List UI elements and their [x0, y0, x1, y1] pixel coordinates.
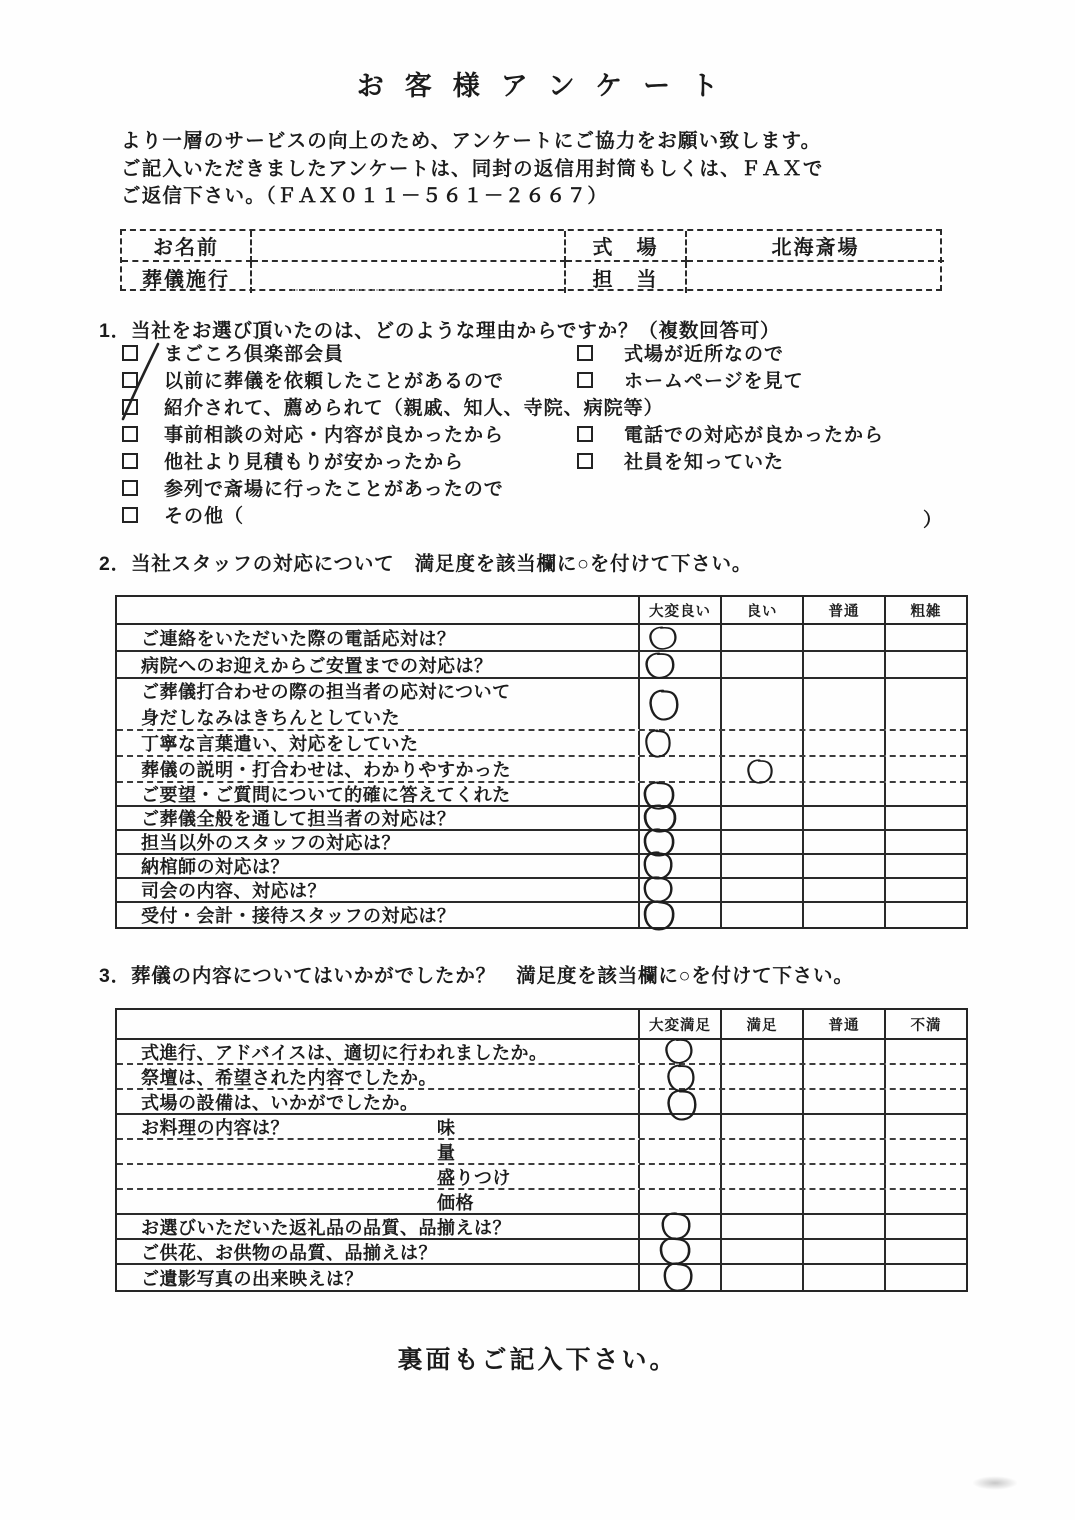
venue-label-cell: 式 場 — [566, 231, 687, 262]
option-label: ホームページを見て — [624, 371, 804, 392]
satisfaction-circle-mark — [663, 1037, 696, 1066]
checkbox[interactable] — [122, 453, 138, 469]
question-label-cell — [117, 679, 638, 729]
rating-cell[interactable] — [720, 831, 802, 853]
satisfaction-circle-mark — [665, 1088, 699, 1122]
funeral-input-cell[interactable] — [252, 262, 566, 293]
rating-cell[interactable] — [720, 1215, 802, 1238]
funeral-label-cell: 葬儀施行 — [122, 262, 252, 293]
faint-pen-smudge — [292, 289, 462, 291]
rating-cell[interactable] — [638, 652, 720, 677]
rating-cell[interactable] — [802, 879, 884, 901]
rating-cell[interactable] — [720, 807, 802, 829]
q1-options — [120, 343, 955, 538]
question-label: 葬儀の説明・打合わせは、わかりやすかった — [141, 760, 511, 780]
rating-cell[interactable] — [884, 903, 966, 927]
question-row — [117, 1165, 966, 1190]
rating-cell[interactable] — [638, 1165, 720, 1188]
q3-satisfaction-table — [115, 1008, 968, 1292]
rating-cell[interactable] — [884, 1190, 966, 1213]
satisfaction-circle-mark — [643, 728, 672, 758]
question-row — [117, 757, 966, 783]
option-label: 式場が近所なので — [624, 344, 785, 365]
info-table — [120, 229, 942, 291]
rating-cell[interactable] — [638, 1065, 720, 1088]
question-label: 担当以外のスタッフの対応は？ — [141, 833, 400, 853]
rating-cell[interactable] — [638, 731, 720, 755]
rating-cell[interactable] — [638, 879, 720, 901]
rating-cell[interactable] — [884, 1040, 966, 1063]
rating-cell[interactable] — [638, 1190, 720, 1213]
option-label: 以前に葬儀を依頼したことがあるので — [164, 371, 505, 392]
question-row — [117, 652, 966, 679]
question-label: ご遺影写真の出来映えは？ — [141, 1268, 363, 1289]
rating-cell[interactable] — [720, 1265, 802, 1290]
question-label-cell — [117, 855, 638, 877]
question-label: 式場の設備は、いかがでしたか。 — [141, 1092, 419, 1113]
rating-cell[interactable] — [802, 1265, 884, 1290]
question-label: 受付・会計・接待スタッフの対応は？ — [141, 906, 456, 926]
rating-cell[interactable] — [802, 1065, 884, 1088]
question-label-cell — [117, 731, 638, 755]
rating-cell[interactable] — [720, 855, 802, 877]
q1-heading: 1．当社をお選び頂いたのは、どのような理由からですか？（複数回答可） — [99, 320, 781, 342]
rating-cell[interactable] — [884, 731, 966, 755]
question-row — [117, 1190, 966, 1215]
question-label: 病院へのお迎えからご安置までの対応は？ — [141, 655, 493, 676]
question-label: 司会の内容、対応は？ — [141, 881, 326, 901]
question-label-cell — [117, 757, 638, 781]
option-label: まごころ倶楽部会員 — [164, 344, 345, 365]
rating-cell[interactable] — [884, 855, 966, 877]
rating-header-cell: 良い — [720, 597, 802, 623]
table-header-row — [117, 597, 966, 625]
q1-other-close-paren: ） — [923, 510, 943, 531]
rating-cell[interactable] — [884, 757, 966, 781]
rating-cell[interactable] — [884, 1090, 966, 1113]
rating-cell[interactable] — [638, 1040, 720, 1063]
intro-text — [121, 128, 824, 211]
q1-option-row — [120, 505, 955, 532]
question-label: お料理の内容は？ — [141, 1117, 289, 1138]
question-row — [117, 1215, 966, 1240]
q2-satisfaction-table — [115, 595, 968, 929]
question-row — [117, 1115, 966, 1140]
question-sub-label: 価格 — [437, 1192, 474, 1213]
question-row — [117, 831, 966, 855]
rating-cell[interactable] — [720, 757, 802, 781]
question-row — [117, 855, 966, 879]
question-row — [117, 879, 966, 903]
table-header-row — [117, 1010, 966, 1040]
rating-cell[interactable] — [884, 1215, 966, 1238]
rating-cell[interactable] — [802, 1090, 884, 1113]
question-row — [117, 1240, 966, 1265]
rating-header-cell: 普通 — [802, 597, 884, 623]
question-row — [117, 1040, 966, 1065]
satisfaction-circle-mark — [746, 759, 775, 785]
intro-line: ご記入いただきましたアンケートは、同封の返信用封筒もしくは、ＦＡＸで — [121, 157, 824, 180]
question-row — [117, 783, 966, 807]
rating-cell[interactable] — [720, 1065, 802, 1088]
header-question-cell — [117, 597, 638, 623]
rating-cell[interactable] — [884, 1240, 966, 1263]
checkbox[interactable] — [122, 345, 138, 361]
satisfaction-circle-mark — [643, 651, 677, 681]
rating-cell[interactable] — [802, 1165, 884, 1188]
rating-cell[interactable] — [720, 1165, 802, 1188]
rating-cell[interactable] — [638, 807, 720, 829]
question-label-cell — [117, 1140, 638, 1163]
question-label: ご葬儀全般を通して担当者の対応は？ — [141, 809, 456, 829]
question-label-cell — [117, 903, 638, 927]
question-label: 納棺師の対応は？ — [141, 857, 289, 877]
rating-cell[interactable] — [720, 1240, 802, 1263]
question-label-cell — [117, 783, 638, 805]
question-label-cell — [117, 1240, 638, 1263]
question-sub-label: 盛りつけ — [437, 1167, 511, 1188]
q1-option-row — [120, 343, 955, 370]
question-label-cell — [117, 1090, 638, 1113]
rating-cell[interactable] — [802, 731, 884, 755]
q1-option-row — [120, 478, 955, 505]
rating-cell[interactable] — [638, 1090, 720, 1113]
rating-cell[interactable] — [720, 1115, 802, 1138]
q3-heading: 3．葬儀の内容についてはいかがでしたか？ 満足度を該当欄に○を付けて下さい。 — [99, 965, 854, 987]
rating-cell[interactable] — [638, 625, 720, 650]
option-label: 社員を知っていた — [624, 452, 785, 473]
rating-cell[interactable] — [802, 757, 884, 781]
rating-cell[interactable] — [884, 625, 966, 650]
question-label: 丁寧な言葉遣い、対応をしていた — [141, 734, 419, 754]
question-label: 式進行、アドバイスは、適切に行われましたか。 — [141, 1042, 548, 1063]
rating-cell[interactable] — [802, 807, 884, 829]
question-label: ご葬儀打合わせの際の担当者の応対について — [141, 682, 511, 702]
question-label: ご要望・ご質問について的確に答えてくれた — [141, 785, 511, 805]
question-row — [117, 1090, 966, 1115]
question-label-line2: 身だしなみはきちんとしていた — [141, 708, 400, 728]
rating-header-cell: 不満 — [884, 1010, 966, 1038]
rating-cell[interactable] — [884, 1115, 966, 1138]
rating-cell[interactable] — [638, 903, 720, 927]
page-title: お客様アンケート — [356, 71, 740, 101]
rating-cell[interactable] — [884, 831, 966, 853]
rating-cell[interactable] — [638, 757, 720, 781]
rating-cell[interactable] — [802, 1240, 884, 1263]
option-label: 電話での対応が良かったから — [624, 425, 885, 446]
q1-option-row — [120, 370, 955, 397]
rating-cell[interactable] — [802, 783, 884, 805]
question-row — [117, 1265, 966, 1290]
rating-cell[interactable] — [720, 731, 802, 755]
question-label-cell — [117, 625, 638, 650]
rating-header-cell: 粗雑 — [884, 597, 966, 623]
checkbox[interactable] — [577, 453, 593, 469]
question-label: お選びいただいた返礼品の品質、品揃えは？ — [141, 1217, 511, 1238]
question-row — [117, 1065, 966, 1090]
rating-header-cell: 普通 — [802, 1010, 884, 1038]
scan-smudge-mark — [972, 1476, 1018, 1490]
question-label: ご供花、お供物の品質、品揃えは？ — [141, 1242, 437, 1263]
q1-option-row — [120, 397, 955, 424]
rating-cell[interactable] — [802, 831, 884, 853]
question-label: ご連絡をいただいた際の電話応対は？ — [141, 628, 456, 649]
checkbox[interactable] — [122, 480, 138, 496]
question-label-cell — [117, 807, 638, 829]
rating-cell[interactable] — [720, 652, 802, 677]
rating-cell[interactable] — [720, 1190, 802, 1213]
rating-cell[interactable] — [884, 1265, 966, 1290]
question-row — [117, 731, 966, 757]
intro-line: ご返信下さい。（ＦＡＸ０１１－５６１－２６６７） — [121, 185, 609, 207]
rating-cell[interactable] — [884, 1165, 966, 1188]
rating-cell[interactable] — [638, 1140, 720, 1163]
question-label-cell — [117, 1165, 638, 1188]
rating-cell[interactable] — [802, 903, 884, 927]
rating-cell[interactable] — [802, 1190, 884, 1213]
question-label-cell — [117, 1190, 638, 1213]
checkbox[interactable] — [577, 372, 593, 388]
option-label: その他（ — [164, 506, 245, 527]
rating-cell[interactable] — [884, 807, 966, 829]
question-label-cell — [117, 1215, 638, 1238]
satisfaction-circle-mark — [647, 688, 681, 722]
satisfaction-circle-mark — [661, 1261, 695, 1293]
header-question-cell — [117, 1010, 638, 1038]
option-label: 参列で斎場に行ったことがあったので — [164, 479, 504, 500]
rating-cell[interactable] — [638, 1240, 720, 1263]
rating-cell[interactable] — [638, 831, 720, 853]
rating-cell[interactable] — [802, 1140, 884, 1163]
checkbox[interactable] — [122, 507, 138, 523]
rating-cell[interactable] — [720, 783, 802, 805]
question-label-cell — [117, 879, 638, 901]
rating-header-cell: 満足 — [720, 1010, 802, 1038]
satisfaction-circle-mark — [641, 899, 677, 932]
footer-note: 裏面もご記入下さい。 — [397, 1346, 678, 1374]
question-label: 祭壇は、希望された内容でしたか。 — [141, 1067, 437, 1088]
rating-cell[interactable] — [802, 1215, 884, 1238]
intro-line: より一層のサービスの向上のため、アンケートにご協力をお願い致します。 — [121, 130, 822, 152]
rating-cell[interactable] — [638, 1265, 720, 1290]
rating-cell[interactable] — [802, 1115, 884, 1138]
rating-cell[interactable] — [720, 679, 802, 729]
staff-value-cell[interactable] — [687, 262, 944, 293]
q1-option-row — [120, 424, 955, 451]
question-label-cell — [117, 831, 638, 853]
checkbox[interactable] — [577, 426, 593, 442]
rating-cell[interactable] — [884, 783, 966, 805]
rating-cell[interactable] — [802, 625, 884, 650]
rating-cell[interactable] — [638, 1215, 720, 1238]
rating-header-cell: 大変良い — [638, 597, 720, 623]
question-row — [117, 625, 966, 652]
question-label-cell — [117, 1265, 638, 1290]
checkbox[interactable] — [122, 399, 138, 415]
name-input-cell[interactable] — [252, 231, 566, 262]
q1-option-row — [120, 451, 955, 478]
rating-cell[interactable] — [802, 1040, 884, 1063]
question-label-cell — [117, 652, 638, 677]
rating-cell[interactable] — [720, 879, 802, 901]
checkbox[interactable] — [122, 372, 138, 388]
rating-cell[interactable] — [884, 1065, 966, 1088]
satisfaction-circle-mark — [647, 624, 679, 651]
question-row — [117, 679, 966, 731]
question-sub-label: 味 — [437, 1117, 456, 1138]
question-label-cell — [117, 1065, 638, 1088]
rating-cell[interactable] — [802, 679, 884, 729]
venue-value-cell: 北海斎場 — [687, 231, 944, 262]
rating-cell[interactable] — [720, 1090, 802, 1113]
option-label: 事前相談の対応・内容が良かったから — [164, 425, 505, 446]
question-row — [117, 903, 966, 927]
question-label-cell — [117, 1115, 638, 1138]
rating-cell[interactable] — [884, 679, 966, 729]
rating-cell[interactable] — [638, 679, 720, 729]
rating-cell[interactable] — [884, 1140, 966, 1163]
q2-heading: 2．当社スタッフの対応について 満足度を該当欄に○を付けて下さい。 — [99, 553, 753, 575]
question-label-cell — [117, 1040, 638, 1063]
rating-cell[interactable] — [638, 855, 720, 877]
rating-cell[interactable] — [720, 1140, 802, 1163]
name-label-cell: お名前 — [122, 231, 252, 262]
rating-cell[interactable] — [720, 625, 802, 650]
question-sub-label: 量 — [437, 1142, 456, 1163]
question-row — [117, 1140, 966, 1165]
rating-cell[interactable] — [720, 1040, 802, 1063]
question-row — [117, 807, 966, 831]
staff-label-cell: 担 当 — [566, 262, 687, 293]
rating-cell[interactable] — [884, 652, 966, 677]
rating-cell[interactable] — [720, 903, 802, 927]
rating-cell[interactable] — [802, 652, 884, 677]
rating-header-cell: 大変満足 — [638, 1010, 720, 1038]
option-label: 他社より見積もりが安かったから — [164, 452, 465, 473]
rating-cell[interactable] — [884, 879, 966, 901]
option-label: 紹介されて、薦められて（親戚、知人、寺院、病院等） — [164, 398, 664, 419]
checkbox[interactable] — [122, 426, 138, 442]
rating-cell[interactable] — [638, 783, 720, 805]
rating-cell[interactable] — [802, 855, 884, 877]
checkbox[interactable] — [577, 345, 593, 361]
